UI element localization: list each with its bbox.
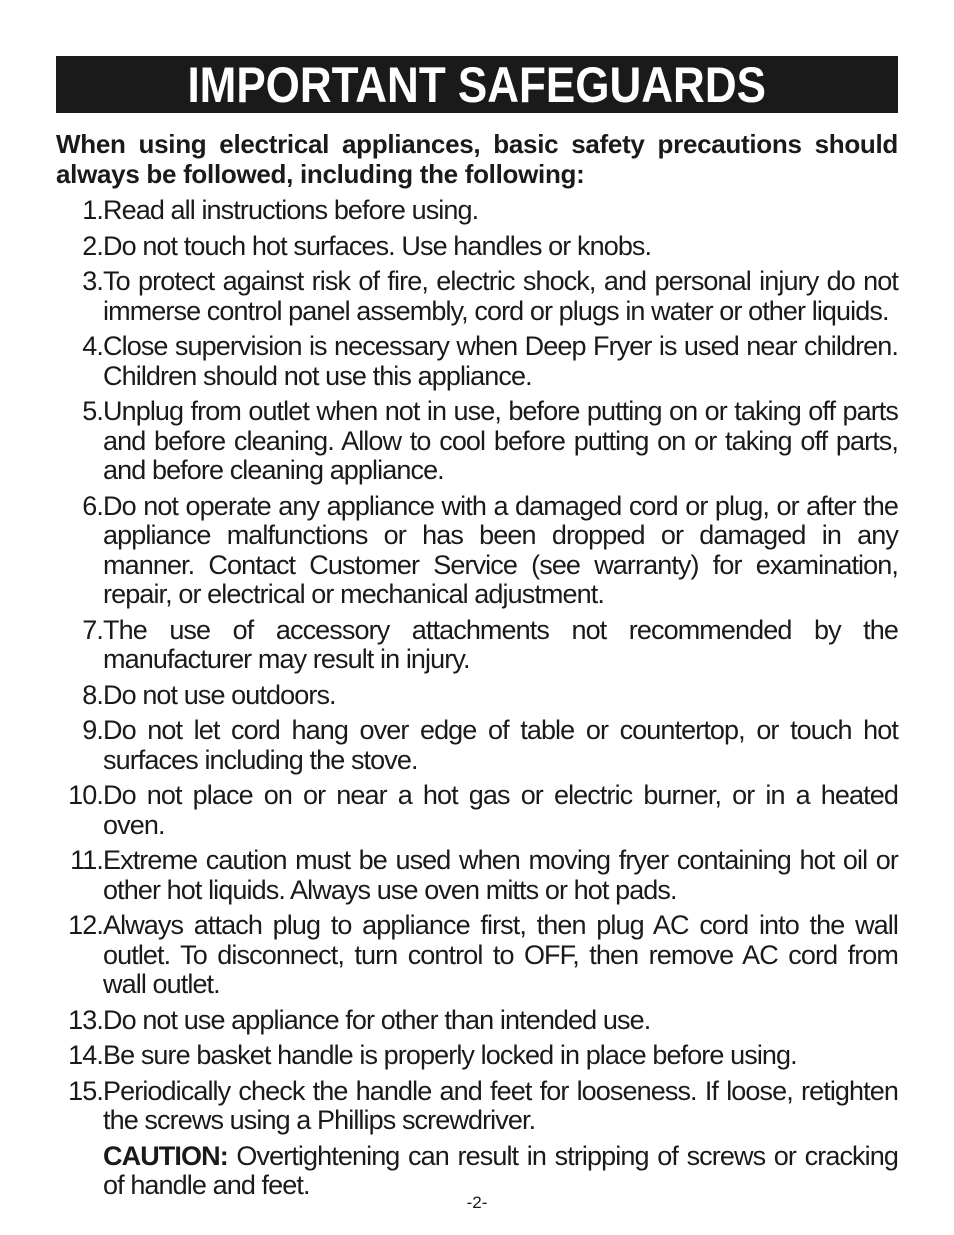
item-text: Extreme caution must be used when moving fryer containing hot oil or other hot liquids. Always use oven mitts or hot pads.	[103, 845, 898, 905]
list-item	[56, 332, 898, 391]
list-item	[56, 232, 898, 262]
item-number: 13.	[68, 1004, 103, 1035]
item-text: Do not use appliance for other than intended use.	[103, 1004, 651, 1035]
item-text: Read all instructions before using.	[103, 195, 479, 225]
caution-label: CAUTION:	[103, 1140, 228, 1171]
list-item	[56, 267, 898, 326]
item-text: Unplug from outlet when not in use, before putting on or taking off parts and before cleaning. Allow to cool before putting on or taking off parts, and before cleaning appliance.	[103, 396, 898, 485]
item-number: 12.	[68, 910, 103, 940]
list-item	[56, 846, 898, 905]
list-item	[56, 492, 898, 610]
list-item	[56, 681, 898, 711]
item-text: Do not place on or near a hot gas or electric burner, or in a heated oven.	[103, 780, 898, 840]
item-number: 8.	[82, 679, 103, 710]
page-title: IMPORTANT SAFEGUARDS	[187, 56, 767, 113]
item-text: Do not operate any appliance with a damaged cord or plug, or after the appliance malfunctions or has been dropped or damaged in any manner. Contact Customer Service (see warranty) for examination, repair, or electrical or mechanical adjustment.	[103, 490, 898, 609]
item-text: Always attach plug to appliance first, then plug AC cord into the wall outlet. To disconnect, turn control to OFF, then remove AC cord from wall outlet.	[103, 910, 898, 999]
list-item	[56, 716, 898, 775]
item-number: 2.	[82, 230, 103, 261]
item-number: 9.	[82, 715, 103, 745]
item-text: Do not let cord hang over edge of table or countertop, or touch hot surfaces including the stove.	[103, 715, 898, 775]
item-number: 4.	[82, 331, 103, 361]
item-number: 11.	[70, 845, 103, 875]
item-number: 15.	[68, 1075, 103, 1106]
list-item	[56, 397, 898, 486]
item-number: 7.	[82, 614, 103, 645]
item-number: 5.	[82, 396, 103, 426]
item-text: The use of accessory attachments not recommended by the manufacturer may result in injury.	[103, 614, 898, 674]
list-item	[56, 616, 898, 675]
item-number: 3.	[82, 266, 103, 296]
item-text: Do not touch hot surfaces. Use handles or knobs.	[103, 230, 652, 261]
list-item	[56, 781, 898, 840]
item-text: Periodically check the handle and feet for looseness. If loose, retighten the screws using a Phillips screwdriver.	[103, 1075, 898, 1135]
item-number: 6.	[82, 490, 103, 521]
item-text: Be sure basket handle is properly locked in place before using.	[103, 1040, 797, 1070]
item-text: Do not use outdoors.	[103, 679, 336, 710]
item-text: Close supervision is necessary when Deep Fryer is used near children. Children should not use this appliance.	[103, 331, 898, 391]
safeguards-list	[56, 196, 898, 1201]
title-banner	[56, 56, 898, 113]
intro-paragraph: When using electrical appliances, basic safety precautions should always be followed, including the following:	[56, 129, 898, 189]
caution-note	[56, 1142, 898, 1201]
item-number: 1.	[82, 195, 103, 225]
list-item	[56, 1006, 898, 1036]
item-number: 10.	[68, 780, 103, 810]
list-item	[56, 196, 898, 226]
item-text: To protect against risk of fire, electric shock, and personal injury do not immerse control panel assembly, cord or plugs in water or other liquids.	[103, 266, 898, 326]
list-item	[56, 911, 898, 1000]
item-number: 14.	[68, 1040, 103, 1070]
list-item	[56, 1041, 898, 1071]
caution-text: Overtightening can result in stripping of screws or cracking of handle and feet.	[103, 1140, 898, 1200]
list-item	[56, 1077, 898, 1136]
page-number: -2-	[466, 1193, 488, 1212]
